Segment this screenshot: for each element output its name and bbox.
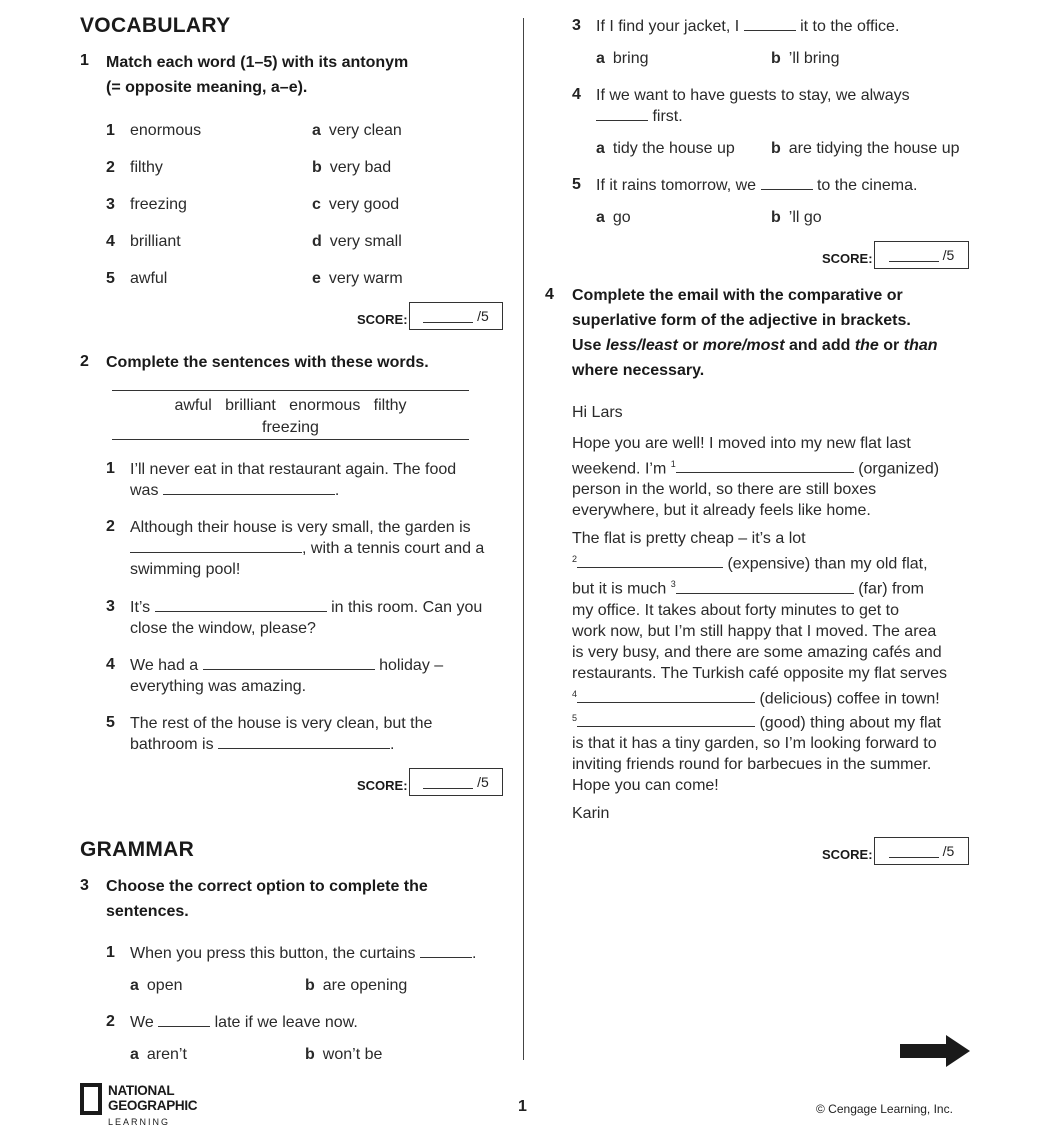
q4-instruction-line: superlative form of the adjective in brackets. bbox=[572, 312, 911, 329]
q4-instruction-line: Use less/least or more/most and add the or than bbox=[572, 337, 938, 354]
vocabulary-heading: VOCABULARY bbox=[80, 14, 231, 37]
email-signoff: Karin bbox=[572, 805, 610, 822]
answer-blank[interactable] bbox=[158, 1012, 210, 1027]
item-number: 4 bbox=[572, 86, 581, 103]
list-item bbox=[106, 157, 201, 194]
item-number: 4 bbox=[106, 656, 115, 673]
answer-blank[interactable] bbox=[420, 943, 472, 958]
list-item bbox=[106, 120, 201, 157]
score-box[interactable] bbox=[874, 837, 969, 865]
sentence-text: in this room. Can you bbox=[331, 599, 483, 616]
score-total: /5 bbox=[942, 843, 955, 859]
option-b[interactable]: b ’ll go bbox=[771, 209, 822, 226]
answer-blank[interactable] bbox=[577, 553, 723, 568]
national-geographic-logo-icon bbox=[80, 1083, 102, 1115]
answer-blank[interactable] bbox=[130, 538, 302, 553]
option-text: are tidying the house up bbox=[788, 140, 960, 157]
antonym-text: very clean bbox=[328, 122, 402, 139]
logo-learning: LEARNING bbox=[108, 1117, 171, 1127]
q2-sentence-4 bbox=[130, 655, 510, 697]
email-paragraph-1: Hope you are well! I moved into my new flat last weekend. I’m $^1$ (organized) person in the world, so there are still boxes everywhere, but it already feels like home. bbox=[572, 435, 940, 520]
q3-sentence-1 bbox=[130, 943, 476, 964]
email-paragraph-2: The flat is pretty cheap – it’s a lot $^2$ (expensive) than my old flat, but it is much $^3$ (far) from my office. It takes about forty minutes to get to work now, but I’m still happy that I moved. The area is very busy, and there are some amazing cafés and restaurants. The Turkish café opposite my flat serves $^4$ (delicious) coffee in town! bbox=[572, 530, 947, 707]
option-b[interactable]: b ’ll bring bbox=[771, 50, 840, 67]
q1-antonym-list bbox=[312, 120, 403, 305]
option-a[interactable]: a open bbox=[130, 977, 183, 994]
option-text: bring bbox=[612, 50, 649, 67]
item-number: 1 bbox=[106, 122, 115, 139]
logo-line: NATIONAL bbox=[108, 1083, 175, 1098]
score-blank[interactable] bbox=[423, 310, 473, 323]
sentence-text: We had a bbox=[130, 657, 199, 674]
item-number: 3 bbox=[106, 598, 115, 615]
q4-instruction-line: Complete the email with the comparative or bbox=[572, 287, 903, 304]
item-number: 5 bbox=[106, 270, 115, 287]
sentence-text: , with a tennis court and a bbox=[302, 540, 485, 557]
option-b[interactable]: b are tidying the house up bbox=[771, 140, 960, 157]
score-box[interactable] bbox=[874, 241, 969, 269]
item-number: 2 bbox=[106, 1013, 115, 1030]
sentence-text: I’ll never eat in that restaurant again. The food bbox=[130, 461, 457, 478]
sentence-text: . bbox=[471, 945, 477, 962]
answer-blank[interactable] bbox=[596, 106, 648, 121]
list-item bbox=[106, 231, 201, 268]
option-letter: a bbox=[312, 122, 321, 139]
word-text: awful bbox=[130, 270, 168, 287]
sentence-text: first. bbox=[652, 108, 683, 125]
word-text: filthy bbox=[130, 159, 163, 176]
option-text: go bbox=[612, 209, 631, 226]
option-b[interactable]: b are opening bbox=[305, 977, 408, 994]
publisher-logo-text bbox=[108, 1083, 197, 1113]
q3-sentence-3 bbox=[596, 16, 899, 37]
antonym-text: very bad bbox=[329, 159, 392, 176]
item-number: 2 bbox=[106, 159, 115, 176]
logo-line: GEOGRAPHIC bbox=[108, 1098, 198, 1113]
item-number: 1 bbox=[106, 944, 115, 961]
option-text: tidy the house up bbox=[612, 140, 735, 157]
q4-instruction bbox=[572, 283, 992, 383]
list-item bbox=[312, 194, 403, 231]
next-page-arrow-icon[interactable] bbox=[900, 1035, 970, 1067]
item-number: 5 bbox=[106, 714, 115, 731]
score-blank[interactable] bbox=[889, 249, 939, 262]
item-number: 2 bbox=[106, 518, 115, 535]
sentence-text: bathroom is bbox=[130, 736, 214, 753]
option-a[interactable]: a bring bbox=[596, 50, 649, 67]
score-label: SCORE: bbox=[357, 312, 408, 327]
list-item bbox=[312, 120, 403, 157]
sentence-text: was bbox=[130, 482, 159, 499]
option-a[interactable]: a tidy the house up bbox=[596, 140, 735, 157]
sentence-text: The rest of the house is very clean, but the bbox=[130, 715, 433, 732]
sentence-text: If we want to have guests to stay, we always bbox=[596, 87, 910, 104]
list-item bbox=[312, 157, 403, 194]
word-text: enormous bbox=[130, 122, 202, 139]
q2-sentence-3 bbox=[130, 597, 510, 639]
option-a[interactable]: a go bbox=[596, 209, 631, 226]
q1-word-list bbox=[106, 120, 201, 305]
q3-number: 3 bbox=[80, 877, 89, 894]
sentence-text: . bbox=[390, 736, 395, 753]
score-box[interactable] bbox=[409, 768, 503, 796]
option-text: ’ll go bbox=[788, 209, 822, 226]
sentence-text: to the cinema. bbox=[816, 177, 918, 194]
score-total: /5 bbox=[942, 247, 955, 263]
option-text: ’ll bring bbox=[788, 50, 840, 67]
score-blank[interactable] bbox=[889, 845, 939, 858]
score-label: SCORE: bbox=[822, 847, 873, 862]
list-item bbox=[312, 268, 403, 305]
item-number: 5 bbox=[572, 176, 581, 193]
sentence-text: It’s bbox=[130, 599, 151, 616]
score-total: /5 bbox=[477, 308, 489, 324]
q3-sentence-2 bbox=[130, 1012, 358, 1033]
sentence-text: swimming pool! bbox=[130, 561, 241, 578]
answer-blank[interactable] bbox=[761, 175, 813, 190]
email-paragraph-3: $^5$ (good) thing about my flat is that it has a tiny garden, so I’m looking forward to inviting friends round for barbecues in the summer. Hope you can come! bbox=[572, 713, 941, 795]
q3-sentence-4 bbox=[596, 85, 976, 127]
answer-blank[interactable] bbox=[744, 16, 796, 31]
option-letter: d bbox=[312, 233, 322, 250]
grammar-heading: GRAMMAR bbox=[80, 838, 195, 861]
q4-number: 4 bbox=[545, 286, 554, 303]
score-box[interactable] bbox=[409, 302, 503, 330]
sentence-text: late if we leave now. bbox=[214, 1014, 358, 1031]
item-number: 1 bbox=[106, 460, 115, 477]
list-item bbox=[106, 268, 201, 305]
option-text: aren’t bbox=[146, 1046, 187, 1063]
answer-blank[interactable] bbox=[218, 734, 390, 749]
score-blank[interactable] bbox=[423, 776, 473, 789]
q1-instruction-line2: (= opposite meaning, a–e). bbox=[106, 79, 308, 96]
sentence-text: holiday – bbox=[379, 657, 444, 674]
sentence-text: We bbox=[130, 1014, 154, 1031]
wordbox-bottom-rule bbox=[112, 439, 469, 440]
q3-sentence-5 bbox=[596, 175, 917, 196]
item-number: 4 bbox=[106, 233, 115, 250]
wordbox-words-line2: freezing bbox=[262, 419, 319, 436]
q2-instruction: Complete the sentences with these words. bbox=[106, 354, 429, 371]
q3-instruction bbox=[106, 874, 428, 924]
answer-blank[interactable] bbox=[676, 579, 854, 594]
word-text: brilliant bbox=[130, 233, 181, 250]
option-letter: e bbox=[312, 270, 321, 287]
option-text: won’t be bbox=[322, 1046, 383, 1063]
sentence-text: When you press this button, the curtains bbox=[130, 945, 416, 962]
q2-sentence-5 bbox=[130, 713, 510, 755]
answer-blank[interactable] bbox=[155, 597, 327, 612]
q3-instruction-line1: Choose the correct option to complete the bbox=[106, 878, 428, 895]
option-letter: c bbox=[312, 196, 321, 213]
item-number: 3 bbox=[572, 17, 581, 34]
score-label: SCORE: bbox=[822, 251, 873, 266]
page-number: 1 bbox=[518, 1098, 527, 1115]
list-item bbox=[106, 194, 201, 231]
list-item bbox=[312, 231, 403, 268]
email-greeting: Hi Lars bbox=[572, 404, 623, 421]
sentence-text: . bbox=[334, 482, 340, 499]
option-text: open bbox=[146, 977, 183, 994]
antonym-text: very good bbox=[328, 196, 400, 213]
wordbox-words-line1: awful brilliant enormous filthy bbox=[174, 397, 407, 414]
sentence-text: everything was amazing. bbox=[130, 678, 307, 695]
option-text: are opening bbox=[322, 977, 408, 994]
column-divider bbox=[523, 18, 524, 1060]
sentence-text: it to the office. bbox=[800, 18, 900, 35]
word-text: freezing bbox=[130, 196, 187, 213]
antonym-text: very small bbox=[329, 233, 402, 250]
q2-sentence-1 bbox=[130, 459, 510, 501]
copyright: © Cengage Learning, Inc. bbox=[816, 1102, 953, 1116]
q2-number: 2 bbox=[80, 353, 89, 370]
wordbox-top-rule bbox=[112, 390, 469, 391]
sentence-text: If I find your jacket, I bbox=[596, 18, 740, 35]
q2-sentence-2 bbox=[130, 517, 510, 580]
item-number: 3 bbox=[106, 196, 115, 213]
score-label: SCORE: bbox=[357, 778, 408, 793]
q3-instruction-line2: sentences. bbox=[106, 903, 189, 920]
score-total: /5 bbox=[477, 774, 489, 790]
q4-instruction-line: where necessary. bbox=[572, 362, 705, 379]
antonym-text: very warm bbox=[328, 270, 403, 287]
option-b[interactable]: b won’t be bbox=[305, 1046, 383, 1063]
answer-blank[interactable] bbox=[163, 480, 335, 495]
answer-blank[interactable] bbox=[577, 688, 755, 703]
sentence-text: Although their house is very small, the garden is bbox=[130, 519, 471, 536]
q1-number: 1 bbox=[80, 52, 89, 69]
answer-blank[interactable] bbox=[577, 712, 755, 727]
q1-instruction-line1: Match each word (1–5) with its antonym bbox=[106, 54, 409, 71]
option-a[interactable]: a aren’t bbox=[130, 1046, 187, 1063]
answer-blank[interactable] bbox=[676, 458, 854, 473]
q1-instruction bbox=[106, 50, 408, 100]
sentence-text: If it rains tomorrow, we bbox=[596, 177, 757, 194]
answer-blank[interactable] bbox=[203, 655, 375, 670]
option-letter: b bbox=[312, 159, 322, 176]
sentence-text: close the window, please? bbox=[130, 620, 316, 637]
